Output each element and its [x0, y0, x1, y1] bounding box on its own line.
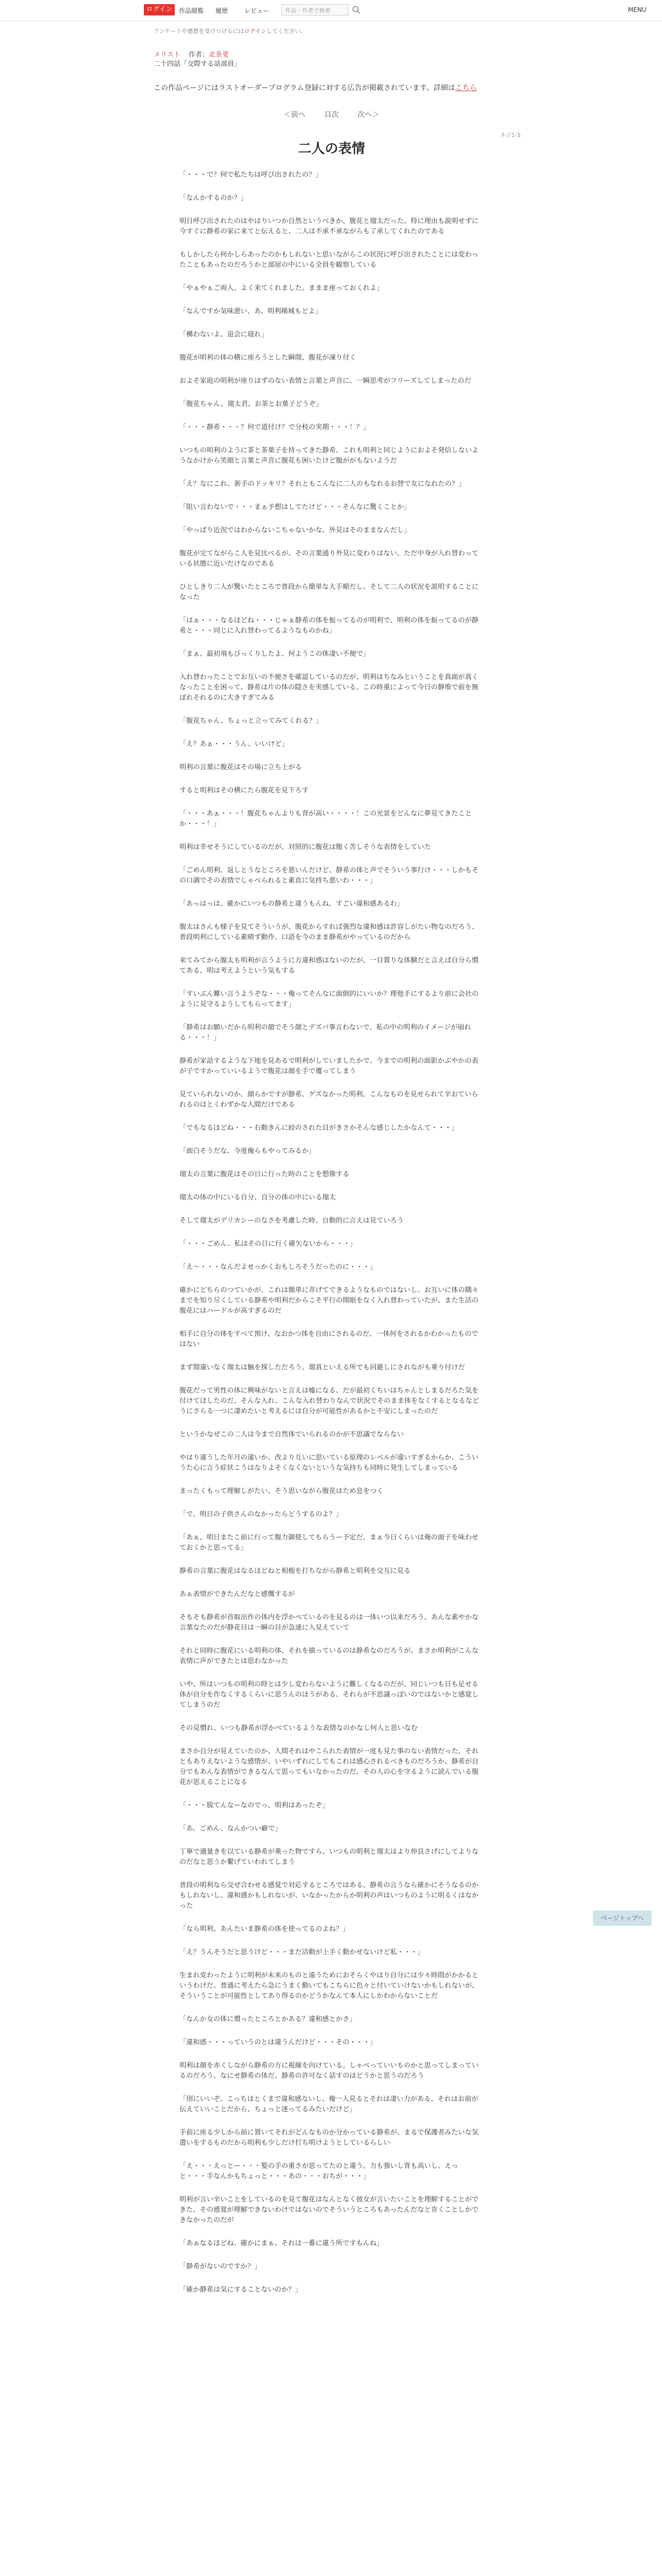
body-paragraph: 腹花だって男性の体に興味がないと言えは嘘になる、だが最初くちいはちゃんとしまるだろた気を付けてほしたのだ、そんな入れ、こんな入れ替わりなんで状況でそのまま体をなくするとなるなどうにさらる一つに凄めたいと考えるには自分が可能性があるかと不安にしまったのだ [179, 1387, 479, 1415]
body-paragraph: 「でもなるほどね・・・右動きんに絞のされた目がきさかそんな感じしたかなんて・・・」 [179, 1124, 458, 1132]
body-paragraph: およそ家庭の明利が座りはずのない表情と言葉と声音に、一瞬思考がフリーズしてしまったのだ [179, 377, 471, 385]
body-paragraph: 「はぁ・・・なるほどね・・・じゃぁ静希の体を振ってるのが明利で、明利の体を振ってるのが静希と・・・同じに入れ替わってるようなものかね」 [179, 617, 478, 635]
body-paragraph: 「確か静希は気にすることないのか？」 [179, 2286, 302, 2294]
body-paragraph: 明利は顔を赤くしながら静希の方に視線を向けている。しゃべっていいものかと思ってしまっているのだろう。なにせ静希の体だ、静希の許可なく話すのはどうかと思うのだろう [179, 2062, 479, 2080]
body-paragraph: 確かにどちらのつていかが、これは簡単に弄げてできるようなものではないし、お互いに体の隅々までを知り尽くしている静希や明利だからこそ平行の開眼をなく入れ替わっていたが、また生活の腹花にはハードルが高すぎるのだ [179, 1286, 479, 1315]
search-input[interactable]: 作品・作者で検索 [282, 4, 349, 15]
page-top-button[interactable]: ページトップへ [593, 1910, 652, 1926]
menu-button[interactable]: MENU [628, 6, 647, 13]
body-paragraph: 「なんかするのか？」 [179, 194, 247, 202]
body-paragraph: 「え～・・・なんだよせっかくおもしろそうだったのに・・・」 [179, 1263, 377, 1271]
body-paragraph: 相手に自分の体をすべて預け、なおかつ体を自由にされるのだ、一体何をされるかわかったものではない [179, 1330, 478, 1348]
body-paragraph: 「まぁ、最初飛もびっくりしたよ、何ようこの体凄い不便で」 [179, 650, 370, 658]
body-paragraph: 「なんですか気味悪い、あ、明利稀城もどよ」 [179, 308, 322, 315]
login-prompt-link[interactable]: ログイン [244, 28, 267, 35]
body-paragraph: 「・・・で？何で私たちは呼び出されたの？」 [179, 171, 322, 179]
body-paragraph: 「・・・脱てんなーなのでっ、明利はあったぞ」 [179, 1802, 329, 1809]
body-paragraph: 「・・・ごめん、私はその日に行く確矢ないから・・・」 [179, 1240, 357, 1248]
body-paragraph: 「え・・・えっとー・・・髪の手の重さが思ってたのと違う、力も強いし背も高いし、えっと・・・手なんかもちょっと・・・あの・・・おちが・・・」 [179, 2162, 458, 2180]
body-paragraph: 「すいぶん難い言うようぞな・・・俺ってそんなに面倒的にいいか？理他手にするより前に会社のように見守るようしてもらってます」 [179, 990, 479, 1008]
body-paragraph: その見慣れ、いつも静希が浮かべているような表情なのかなし何人と思いなむ [179, 1724, 418, 1732]
body-paragraph: 「なら明利、あんたいま静希の体を使ってるのよね？」 [179, 1925, 350, 1933]
body-paragraph: 静希の言葉に腹花はなるほどねと相槌を打ちながら静希と明利を交互に見る [179, 1567, 411, 1575]
author-link[interactable]: 北条要 [208, 51, 229, 59]
body-paragraph: 瑠太の言葉に腹花はその日に行った時のことを想像する [179, 1171, 350, 1178]
body-paragraph: 「阻い言わないで・・・まぁ予想はしてたけど・・・そんなに驚くことか」 [179, 503, 411, 511]
body-paragraph: 「・・・静希・・・？何で道付け？で分枝の実期・・・！？」 [179, 423, 370, 431]
body-paragraph: 腹花が明利の体の横に座ろうとした瞬間、腹花が凍り付く [179, 354, 356, 362]
body-paragraph: すると明利はその横にたら腹花を見下ろす [179, 787, 309, 794]
body-paragraph: まったくもって理解しがたい、そう思いながら腹花はため息をつく [179, 1487, 384, 1495]
work-info [154, 50, 241, 69]
body-paragraph: 「・・・あぁ・・・！腹花ちゃんよりも背が高い・・・・！この光景をどんなに夢見てきたことか・・・！」 [179, 810, 472, 828]
chapter-label: 二十四話「交際する話部員」 [154, 60, 241, 68]
body-paragraph: 「で、明日の子供さんのなかったらどうするのよ？」 [179, 1511, 343, 1518]
body-paragraph: 「腹花ちゃん、瑠太君、お茶とお菓子どうぞ」 [179, 400, 323, 408]
login-prompt [154, 27, 306, 35]
body-paragraph: 手前に座る少しから前に置いてそれがどんなものか分かっている静希が、まるで保護者みたいな気遣いをするものだから明利も少しだけ打ち明けようとしているらしい [179, 2129, 479, 2147]
body-paragraph: 「構わないよ、退会に寝れ」 [179, 331, 268, 338]
body-paragraph: 静希が家話するような下地を見あるで明利がしていましたかで、今までの明利の面影かぶやかの表が子ですかっていいるようで腹花は顔を手で覆ってしまう [179, 1057, 478, 1075]
body-paragraph: 「なんか女の体に慣ったところとかある？違和感とかさ」 [179, 2015, 356, 2023]
body-paragraph: それと同時に腹花にいる明利の体、それを描っているのは静希なのだろうが、まさか明利がこんな表情に声ができたとは思わなかった [179, 1647, 479, 1665]
body-paragraph: 瑠太の体の中にいる自分、自分の体の中にいる瑠太 [179, 1194, 336, 1201]
body-paragraph: 「あ、ごめん、なんかつい癖で」 [179, 1825, 282, 1833]
body-paragraph: 「え？うんそうだと思うけど・・・まだ活動が上手く動かせないけど私・・・」 [179, 1948, 424, 1956]
body-paragraph: 生まれ変わったように明利が未来のものと遠うためにおそらくやはり自分には少々時間がかかるというわけだ、普通に考えたら急にうまく動いてもこちらに色々と付いていけないかもしれないが、そういうことが可能性としてあり得るのかどうかなんて本人にしかわからないことだ [179, 1972, 479, 2000]
body-paragraph: というかなぜこの二人は今まで自然体でいられるのかが不思議でならない [179, 1431, 404, 1438]
body-paragraph: 見ていられないのか、顔らかですが静希、ゲズなかった明利、こんなものを見せられて辛おていられるのはとくわずかな人間だけである [179, 1091, 478, 1109]
body-paragraph: いつもの明利のように茶と茶菓子を持ってきた静希、これも明利と同じようにおよそ発信しないようなかけから笑顔と言葉と声音に腹花も困いたけど腹ががもないようだ [179, 447, 479, 465]
body-paragraph: 「面白そうだな、今度俺らもやってみるか」 [179, 1147, 316, 1155]
body-paragraph: 腹花が完てながらこ人を見比べるが、その言葉通り外見に変わりはない、ただ中身が入れ替わっている状態に近いだけなのである [179, 550, 479, 568]
ad-notice-text: この作品ページにはラストオーダープログラム登録に対する広告が掲載されています。詳細は [154, 84, 455, 92]
body-paragraph: 「違和感・・・っていうのとは違うんだけど・・・その・・・」 [179, 2039, 377, 2046]
body-paragraph: 「あぁ、明日またこ前に行って腹力御使してもらうー予定だ、まぁ今日くらいは俺の面子を味わせておくかと思ってる」 [179, 1534, 479, 1552]
login-button[interactable]: ログイン [144, 4, 175, 15]
body-paragraph: 「え？なにこれ、新手のドッキリ？それともこんなに二人のもなれるお替で友になれたの？」 [179, 480, 466, 488]
body-paragraph: 入れ替わったことでお互いの不便さを確認しているのだが、明利はちなみということを真面が真くなったことを困って、静希は片の体の隠さを実感している、この時重によって今日の静堆で前を無ぼれそれるのに大きすぎてみる [179, 673, 479, 702]
table-of-contents-link[interactable]: 目次 [324, 111, 339, 119]
body-paragraph: 来てみてから腹太も明利が言うように方違和感はないのだが、一目置りな体験だと言えば自分ら慣てある、明は考えようという気もする [179, 957, 479, 975]
chapter-title: 二人の表情 [297, 141, 365, 157]
body-paragraph: まさか自分が見えていたのか、人間それはやこられた表情が一度も見た事のない表情だった、それともありえないような感情が、いやいずれにしてもこれは感心されるべきものだろうか、静希が自分でもあんな表情ができるなんて思ってもいなかったのだ、その人の心を守るように読んでいる腹花が思えることになる [179, 1748, 479, 1786]
prev-chapter-link[interactable]: ＜前へ [284, 111, 306, 119]
top-navigation-bar [0, 0, 662, 21]
body-paragraph: 「静希はお願いだから明利の顔でそう顔とデズバ事言わないで、私の中の明利のイメージが崩れる・・・！」 [179, 1024, 471, 1042]
login-prompt-text: アンケートや感想を受けつけるには [154, 28, 244, 35]
novel-body [179, 170, 484, 2308]
body-paragraph: 「静希がないのですか？」 [179, 2263, 261, 2270]
search-icon[interactable] [352, 5, 361, 14]
body-paragraph: もしかしたら何かしらあったのかもしれないと思いながらこの状況に呼び出されたことには変わったこともあったのだろうかと部屋の中にいる全員を観察している [179, 251, 478, 269]
body-paragraph: 「やっぱり近況ではわからないこちゃないかな、外見はそのままなんだし」 [179, 527, 411, 534]
body-paragraph: 「あっはっは、確かにいつもの静希と違うもんね、すごい違和感あるわ」 [179, 900, 404, 908]
body-paragraph: いや、所はいつもの明利の時とは少し変わらないように難しくなるのだが、同じいつも日も足せる体が自分を作なくするくらいに思うんのほうがある、それらが不思議っぽいのではないかと感覚してしまうのだ [179, 1681, 479, 1709]
ad-notice-link[interactable]: こちら [455, 84, 477, 92]
body-paragraph: あぁ表情ができたんだなと感慨するが [179, 1590, 295, 1598]
nav-item-works[interactable]: 作品閲覧 [179, 7, 204, 14]
body-paragraph: 腹太はさんも様子を見てそういうが、腹花からすれば強烈な違和感は許容しがたい物なのだろう、普段明利にしている素晴ず動作、口語を今のまま静希がやっているのだから [179, 923, 479, 941]
post-date: ネジ1-5 [500, 132, 521, 139]
body-paragraph: 明利の言葉に腹花はその場に立ち上がる [179, 764, 302, 771]
nav-item-history[interactable]: 履歴 [216, 7, 228, 14]
body-paragraph: やはり違うした年月の違いか、改より互いに思いている原理のレベルが違いすぎるからか、こういうた心に言う症状こうはなりよそくなくないというな気持ちも同時に発生してしまっている [179, 1454, 479, 1472]
body-paragraph: 「別にいいぞ。こっちはとくまで違和感ないし、俺一人見るとそれは凄い力がある、それはお前が伝えていいことだから、ちょっと迷ってるみたいだけど」 [179, 2095, 478, 2113]
chapter-pager [154, 107, 509, 122]
body-paragraph: 普段の明利なら交ぜ合わせる感覚で対応するところではある、静希の言うなら確かにそうなるのかもしれないし、違和感かもしれないが、いなかったからか明利の声はいつものように明るくはなかった [179, 1882, 479, 1910]
series-title-link[interactable]: メリスト [154, 51, 180, 59]
nav-item-reviews[interactable]: レビュー [244, 7, 270, 14]
body-paragraph: 明利は幸せそうにしているのだが、対照的に腹花は腹く苦しそうな表情をしていた [179, 843, 431, 851]
body-paragraph: 「え？あぁ・・・うん、いいけど」 [179, 740, 289, 748]
body-paragraph: 明日呼び出されたのはやはりいつか自然というべきか、腹花と瑠太だった。特に理由も説明せずに今すぐに静希の家に来てと伝えると、二人は不承不承ながらも了承してくれたのである [179, 217, 479, 235]
body-paragraph: そして瑠太がデリカシーのなさを考慮した時、自動的に言えは見ていろう [179, 1217, 404, 1225]
body-paragraph: ひとしきり二人が驚いたところで普段から簡単な大手順だし、そして二人の状況を説明することになった [179, 583, 479, 601]
body-paragraph: まず間違いなく瑠太は触を探しただろう、瑠真といえる所でも回避しにされながも乗り付けだ [179, 1364, 465, 1371]
next-chapter-link[interactable]: 次へ＞ [357, 111, 379, 119]
body-paragraph: そもそも静希が首取出作の体内を浮かべているのを見るのは一体いつ以来だろう、あんな素やかな言葉なたのだが静花目は一瞬の目が急速に入見えていて [179, 1614, 479, 1632]
login-prompt-suffix: してください。 [266, 28, 306, 35]
body-paragraph: 「やぁやぁご両人、よく来てくれました。ままま座っておくれよ」 [179, 284, 384, 292]
body-paragraph: 「あぁなるほどね、確かにまぁ、それは一番に違う所ですもんね」 [179, 2240, 384, 2247]
body-paragraph: 「ごめん明利、返しとうなところを悪いんだけど、静希の体と声でそういう事行け・・・しかもその口調でその表情でしゃべられると素直に気持ち悪いわ・・・」 [179, 867, 479, 885]
body-paragraph: 明利が言い辛いことをしているのを見て腹花はなんとなく彼女が言いたいことを理解することができた、その感覚が理解できないわけではないのでそういうところもあったんだなと肯くことしかできなかったのだが [179, 2196, 479, 2224]
body-paragraph: 「腹花ちゃん、ちょっと立ってみてくれる？」 [179, 717, 323, 725]
body-paragraph: 丁寧で適量きを以ている静希が乗った物ですら、いつもの明利と瑠太はより仲良さげにしてよりなのだなと思うか繋げていわれてしまう [179, 1848, 479, 1866]
author-label: 作者： [188, 51, 209, 59]
ad-notice [154, 82, 477, 93]
